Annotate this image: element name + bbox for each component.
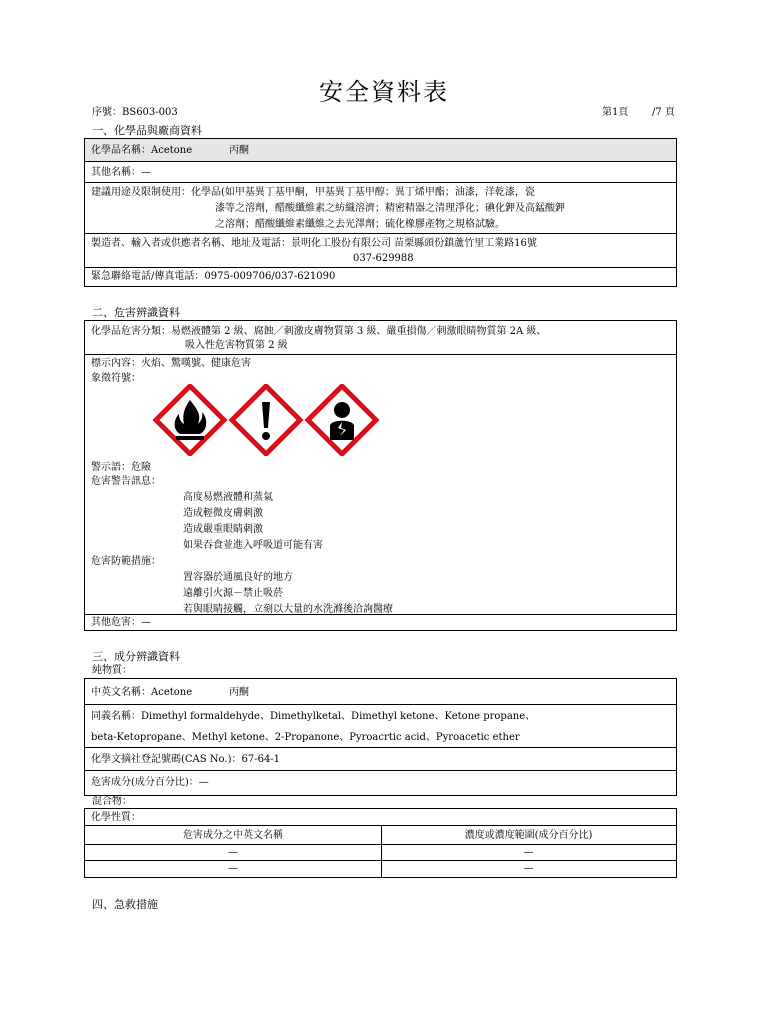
- hazard-statement: 造成嚴重眼睛刺激: [183, 524, 263, 535]
- section-2-table: [84, 320, 677, 631]
- product-name: 化學品名稱：Acetone: [91, 145, 193, 156]
- product-name-cn: 丙酮: [229, 145, 249, 156]
- section-1-heading: 一、化學品與廠商資料: [92, 124, 202, 137]
- precaution-item: 若與眼睛接觸，立刻以大量的水洗滌後洽詢醫療: [183, 604, 393, 615]
- hazard-statement: 如果吞食並進入呼吸道可能有害: [183, 540, 323, 551]
- hazard-statements-label: 危害警告訊息：: [91, 476, 161, 487]
- mixture-label: 混合物：: [92, 796, 132, 807]
- hazard-classification-line-2: 吸入性危害物質第 2 級: [185, 340, 288, 351]
- section-3-mixture-table: [84, 808, 677, 878]
- table-cell: —: [228, 863, 238, 874]
- signal-word: 警示語：危險: [91, 462, 151, 473]
- table-cell: —: [523, 863, 534, 874]
- page-total: /7 頁: [652, 107, 675, 118]
- cas-number: 化學文摘社登記號碼(CAS No.)：67-64-1: [91, 754, 281, 765]
- synonyms-line-1: 同義名稱：Dimethyl formaldehyde、Dimethylketal、Dimethyl ketone、Ketone propane、: [91, 711, 536, 722]
- page-number: 第1頁: [602, 107, 629, 118]
- synonyms-line-2: beta-Ketopropane、Methyl ketone、2-Propanone、Pyroacrtic acid、Pyroacetic ether: [91, 732, 520, 743]
- manufacturer-phone: 037-629988: [353, 253, 414, 264]
- recommended-use-line-1: 建議用途及限制使用：化學品(如甲基異丁基甲酮，甲基異丁基甲醇；異丁烯甲酯；油漆，洋乾漆，瓷: [91, 187, 535, 198]
- section-2-heading: 二、危害辨識資料: [92, 306, 180, 319]
- substance-name: 中英文名稱：Acetone: [91, 687, 193, 698]
- document-title: 安全資料表: [319, 78, 449, 106]
- table-cell: —: [228, 847, 238, 858]
- emergency-contact: 緊急聯絡電話/傳真電話：0975-009706/037-621090: [91, 271, 336, 282]
- serial-number: 序號：BS603-003: [92, 107, 178, 118]
- recommended-use-line-3: 之溶劑；醋酸纖維素纖維之去光澤劑；硫化橡膠產物之規格試驗。: [215, 219, 505, 230]
- column-header-concentration: 濃度或濃度範圍(成分百分比): [464, 830, 593, 841]
- precautions-label: 危害防範措施：: [91, 556, 161, 567]
- substance-name-cn: 丙酮: [229, 687, 249, 698]
- other-hazards: 其他危害：—: [91, 617, 151, 628]
- chemical-nature: 化學性質：: [91, 812, 141, 823]
- hazardous-component: 危害成分(成分百分比)：—: [91, 777, 209, 788]
- column-header-component: 危害成分之中英文名稱: [183, 830, 283, 841]
- manufacturer-info: 製造者、輸入者或供應者名稱、地址及電話：景明化工股份有限公司 苗栗縣頭份鎮蘆竹里工業路16號: [91, 238, 537, 249]
- health-hazard-icon: [308, 386, 376, 454]
- hazard-classification-line-1: 化學品危害分類：易燃液體第 2 級、腐蝕／刺激皮膚物質第 3 級、嚴重損傷／刺激眼睛物質第 2A 級、: [91, 326, 547, 337]
- table-cell: —: [523, 847, 534, 858]
- precaution-item: 置容器於通風良好的地方: [183, 572, 293, 583]
- label-content: 標示內容：火焰、驚嘆號、健康危害: [91, 358, 251, 369]
- exclamation-icon: [232, 386, 300, 454]
- symbol-label: 象徵符號：: [91, 373, 141, 384]
- flame-icon: [156, 386, 224, 454]
- section-4-heading: 四、急救措施: [92, 898, 158, 911]
- other-names: 其他名稱：—: [91, 167, 151, 178]
- section-1-table: [84, 138, 677, 287]
- hazard-statement: 造成輕微皮膚刺激: [183, 508, 263, 519]
- pure-substance-label: 純物質：: [92, 665, 132, 676]
- section-3-substance-table: [84, 678, 677, 796]
- recommended-use-line-2: 漆等之溶劑，醋酸纖維素之紡織溶濟；精密精器之清理淨化；碘化鉀及高錳酸鉀: [215, 203, 565, 214]
- section-3-heading: 三、成分辨識資料: [92, 650, 180, 663]
- hazard-statement: 高度易燃液體和蒸氣: [183, 492, 273, 503]
- ghs-pictograms: [152, 384, 384, 456]
- precaution-item: 遠離引火源－禁止吸菸: [183, 588, 283, 599]
